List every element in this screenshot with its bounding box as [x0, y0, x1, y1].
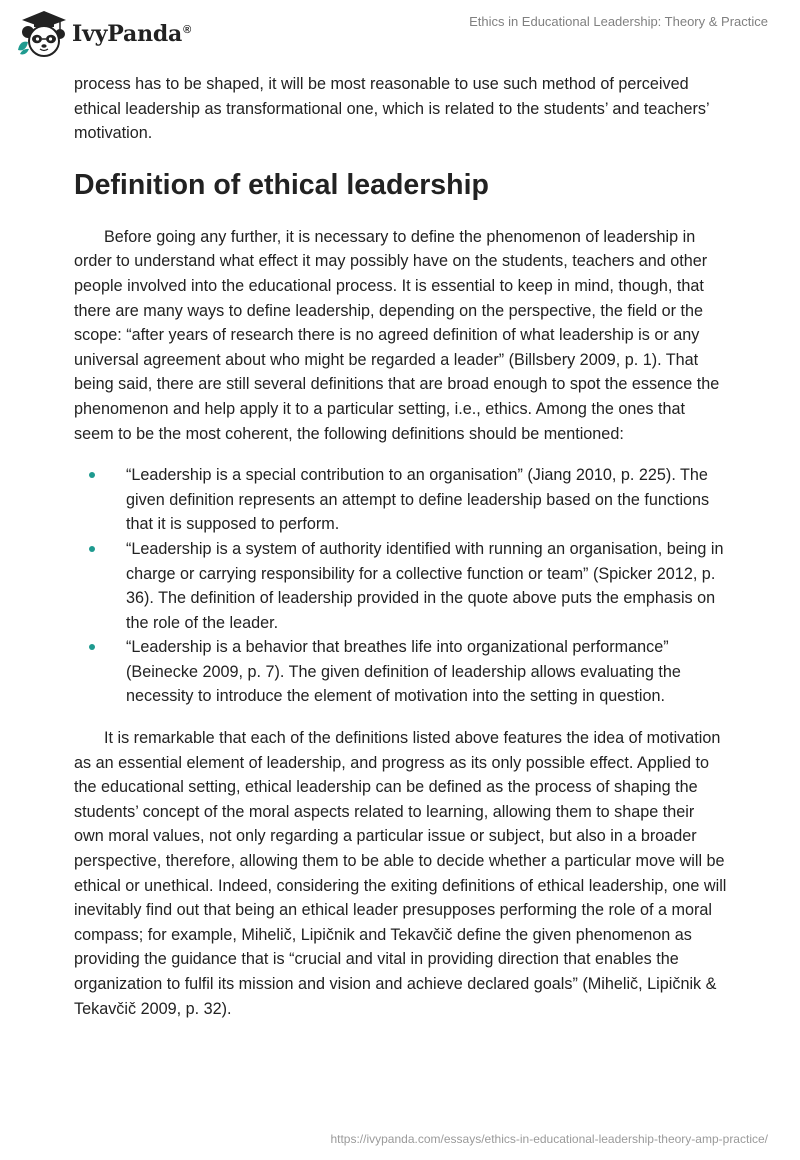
- document-title: Ethics in Educational Leadership: Theory & Practice: [469, 14, 768, 29]
- bullet-icon: [89, 472, 95, 478]
- list-item-text: “Leadership is a behavior that breathes life into organizational performance” (Beinecke 2009, p. 7). The given definition of leadership allows evaluating the necessity to introduce the element of motivation into the setting in question.: [126, 638, 681, 706]
- list-item: [126, 635, 728, 709]
- intro-paragraph: process has to be shaped, it will be most reasonable to use such method of perceived ethical leadership as transformational one, which is related to the students’ and teachers’ motivation.: [74, 75, 709, 143]
- panda-graduate-icon: [14, 8, 70, 60]
- source-url[interactable]: https://ivypanda.com/essays/ethics-in-educational-leadership-theory-amp-practice/: [330, 1132, 768, 1146]
- ivypanda-logo[interactable]: [14, 8, 191, 60]
- list-item-text: “Leadership is a system of authority identified with running an organisation, being in charge or carrying responsibility for a collective function or team” (Spicker 2012, p. 36). The definition of leadership provided in the quote above puts the emphasis on the role of the leader.: [126, 539, 724, 632]
- list-item: [126, 463, 728, 537]
- registered-mark: ®: [183, 23, 192, 36]
- list-item: [126, 537, 728, 635]
- page-header: [0, 0, 800, 70]
- brand-name: IvyPanda®: [72, 21, 192, 47]
- bullet-icon: [89, 644, 95, 650]
- definition-list: [74, 463, 728, 709]
- bullet-icon: [89, 546, 95, 552]
- list-item-text: “Leadership is a special contribution to an organisation” (Jiang 2010, p. 225). The given definition represents an attempt to define leadership based on the functions that it is supposed to perform.: [126, 466, 710, 534]
- body-paragraph-1: Before going any further, it is necessary to define the phenomenon of leadership in order to understand what effect it may possibly have on the students, teachers and other people involved into the educational process. It is essential to keep in mind, though, that there are many ways to define leadership, depending on the perspective, the field or the scope: “after years of research there is no agreed definition of what leadership is or any universal agreement about who might be regarded a leader” (Billsbery 2009, p. 1). That being said, there are still several definitions that are broad enough to spot the essence the phenomenon and help apply it to a particular setting, i.e., ethics. Among the ones that seem to be the most coherent, the following definitions should be mentioned:: [74, 227, 720, 443]
- body-paragraph-2: It is remarkable that each of the definitions listed above features the idea of motivation as an essential element of leadership, and progress as its only possible effect. Applied to the educational setting, ethical leadership can be defined as the process of shaping the students’ concept of the moral aspects related to learning, allowing them to shape their own moral values, not only regarding a particular issue or subject, but also in a broader perspective, therefore, allowing them to be able to decide whether a particular move will be ethical or unethical. Indeed, considering the exiting definitions of ethical leadership, one will inevitably find out that being an ethical leader presupposes performing the role of a moral compass; for example, Mihelič, Lipičnik and Tekavčič define the given phenomenon as providing the guidance that is “crucial and vital in providing direction that enables the organization to fulfil its mission and vision and achieve declared goals” (Mihelič, Lipičnik & Tekavčič 2009, p. 32).: [74, 729, 727, 1018]
- section-heading: Definition of ethical leadership: [74, 168, 489, 201]
- essay-content: [74, 72, 728, 1021]
